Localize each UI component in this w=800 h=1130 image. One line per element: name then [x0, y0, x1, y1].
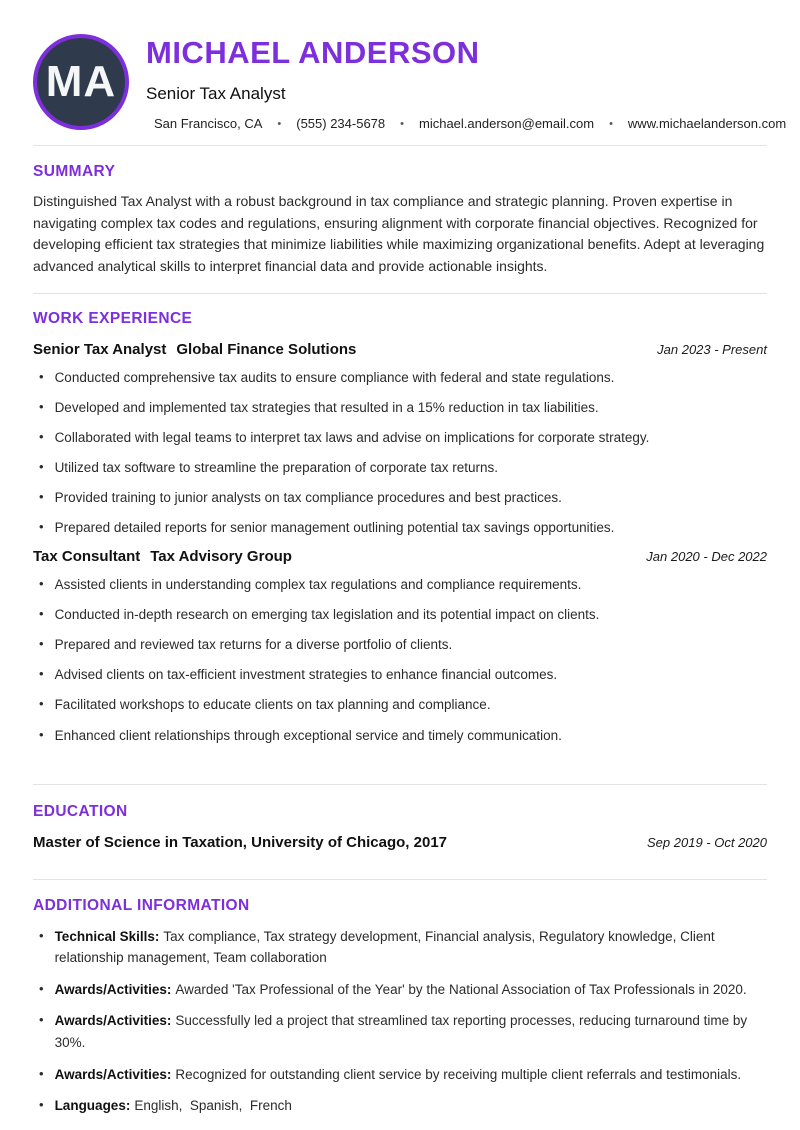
bullet-icon: •: [39, 1065, 44, 1081]
info-text: English, Spanish, French: [134, 1098, 292, 1114]
bullet-icon: •: [39, 369, 44, 384]
bullet-icon: •: [39, 459, 44, 475]
work-heading: WORK EXPERIENCE: [33, 310, 193, 327]
bullet-separator-icon: •: [400, 117, 404, 130]
contact-phone: (555) 234-5678: [296, 116, 386, 131]
job-title: Senior Tax Analyst: [33, 341, 167, 358]
education-heading: EDUCATION: [33, 802, 128, 820]
bullet-text: Prepared and reviewed tax returns for a diverse portfolio of clients.: [54, 637, 453, 653]
list-item: [33, 1095, 767, 1117]
list-item: [33, 725, 767, 746]
section-additional-information: [33, 879, 767, 1117]
bullet-text: Conducted comprehensive tax audits to ensure compliance with federal and state regulations.: [54, 370, 615, 385]
bullet-icon: •: [39, 1097, 44, 1113]
list-item: [33, 1010, 767, 1053]
summary-text: Distinguished Tax Analyst with a robust background in tax compliance and strategic planning. Proven expertise in navigating complex tax codes and regulations, ensuring alignment with corporate financial objectives. Recognized for developing efficient tax strategies that minimize liabilities while maximizing organizational benefits. Adept at leveraging advanced analytical skills to interpret financial data and provide actionable insights.: [33, 193, 765, 274]
info-label: Awards/Activities:: [54, 981, 172, 997]
list-item: [33, 664, 767, 685]
list-item: [33, 979, 767, 1001]
list-item: [33, 926, 767, 969]
bullet-icon: •: [39, 519, 44, 535]
bullet-text: Utilized tax software to streamline the preparation of corporate tax returns.: [54, 460, 499, 476]
additional-heading: ADDITIONAL INFORMATION: [33, 896, 250, 914]
bullet-separator-icon: •: [277, 117, 282, 130]
contact-email: michael.anderson@email.com: [419, 116, 595, 131]
info-text: Successfully led a project that streamlined tax reporting processes, reducing turnaround time by 30%.: [54, 1013, 751, 1050]
list-item: [33, 604, 767, 625]
candidate-name: MICHAEL ANDERSON: [146, 35, 480, 70]
section-education: [33, 784, 767, 879]
bullet-icon: •: [39, 980, 44, 996]
list-item: [33, 457, 767, 478]
list-item: [33, 367, 767, 388]
info-text: Tax compliance, Tax strategy development, Financial analysis, Regulatory knowledge, Client relationship management, Team collaboration: [54, 928, 719, 966]
bullet-text: Developed and implemented tax strategies that resulted in a 15% reduction in tax liabilities.: [54, 400, 599, 416]
bullet-icon: •: [39, 576, 44, 592]
list-item: [33, 517, 767, 538]
job-entry: [33, 548, 767, 745]
job-entry: [33, 341, 767, 538]
bullet-icon: •: [39, 927, 44, 943]
contact-website: www.michaelanderson.com: [627, 116, 787, 131]
job-bullet-list: [33, 574, 767, 745]
resume-header: [33, 0, 787, 145]
bullet-separator-icon: •: [609, 117, 613, 130]
job-title-company: [33, 341, 356, 358]
list-item: [33, 487, 767, 508]
bullet-icon: •: [39, 666, 44, 682]
bullet-text: Facilitated workshops to educate clients on tax planning and compliance.: [54, 697, 491, 713]
info-text: Awarded 'Tax Professional of the Year' by the National Association of Tax Professionals in 2020.: [175, 981, 747, 997]
list-item: [33, 574, 767, 595]
job-title-company: [33, 548, 292, 565]
contact-location: San Francisco, CA: [154, 116, 263, 131]
education-dates: Sep 2019 - Oct 2020: [647, 834, 767, 850]
list-item: [33, 427, 767, 448]
education-entry: [33, 834, 767, 851]
contact-row: [154, 116, 786, 131]
section-summary: [33, 145, 767, 293]
info-item: [55, 1010, 767, 1053]
info-item: [55, 1095, 292, 1117]
info-text: Recognized for outstanding client service by receiving multiple client referrals and testimonials.: [175, 1066, 742, 1082]
bullet-icon: •: [39, 696, 44, 712]
bullet-icon: •: [39, 636, 44, 652]
list-item: [33, 397, 767, 418]
bullet-icon: •: [39, 399, 44, 415]
candidate-title: Senior Tax Analyst: [146, 84, 286, 103]
info-label: Technical Skills:: [54, 928, 160, 944]
bullet-icon: •: [39, 429, 44, 445]
info-label: Awards/Activities:: [54, 1013, 172, 1029]
education-degree: Master of Science in Taxation, University of Chicago, 2017: [33, 833, 448, 851]
bullet-icon: •: [39, 1012, 44, 1028]
bullet-text: Enhanced client relationships through exceptional service and timely communication.: [54, 727, 562, 743]
bullet-text: Provided training to junior analysts on tax compliance procedures and best practices.: [54, 490, 562, 506]
list-item: [33, 1064, 767, 1086]
info-label: Languages:: [54, 1098, 131, 1114]
info-item: [55, 1064, 742, 1086]
info-label: Awards/Activities:: [54, 1066, 172, 1082]
list-item: [33, 694, 767, 715]
job-dates: Jan 2020 - Dec 2022: [646, 549, 767, 565]
bullet-text: Collaborated with legal teams to interpret tax laws and advise on implications for corporate strategy.: [54, 430, 650, 446]
bullet-text: Assisted clients in understanding complex tax regulations and compliance requirements.: [54, 577, 582, 593]
bullet-text: Conducted in-depth research on emerging tax legislation and its potential impact on clients.: [54, 607, 600, 623]
job-company: Global Finance Solutions: [176, 341, 357, 358]
avatar-initials: MA: [45, 57, 117, 106]
header-identity: [146, 33, 786, 131]
avatar: [33, 34, 129, 130]
bullet-icon: •: [39, 726, 44, 742]
list-item: [33, 634, 767, 655]
bullet-text: Prepared detailed reports for senior management outlining potential tax savings opportunities.: [54, 520, 615, 536]
summary-heading: SUMMARY: [33, 163, 116, 180]
job-header: [33, 341, 767, 358]
additional-info-list: [33, 926, 767, 1117]
info-item: [55, 979, 747, 1001]
job-header: [33, 548, 767, 565]
bullet-icon: •: [39, 606, 44, 622]
job-title: Tax Consultant: [33, 548, 141, 566]
job-bullet-list: [33, 367, 767, 538]
section-work-experience: [33, 293, 767, 784]
bullet-text: Advised clients on tax-efficient investment strategies to enhance financial outcomes.: [54, 667, 558, 683]
job-dates: Jan 2023 - Present: [657, 342, 767, 357]
bullet-icon: •: [39, 489, 44, 505]
job-company: Tax Advisory Group: [150, 548, 292, 566]
info-item: [55, 926, 767, 969]
